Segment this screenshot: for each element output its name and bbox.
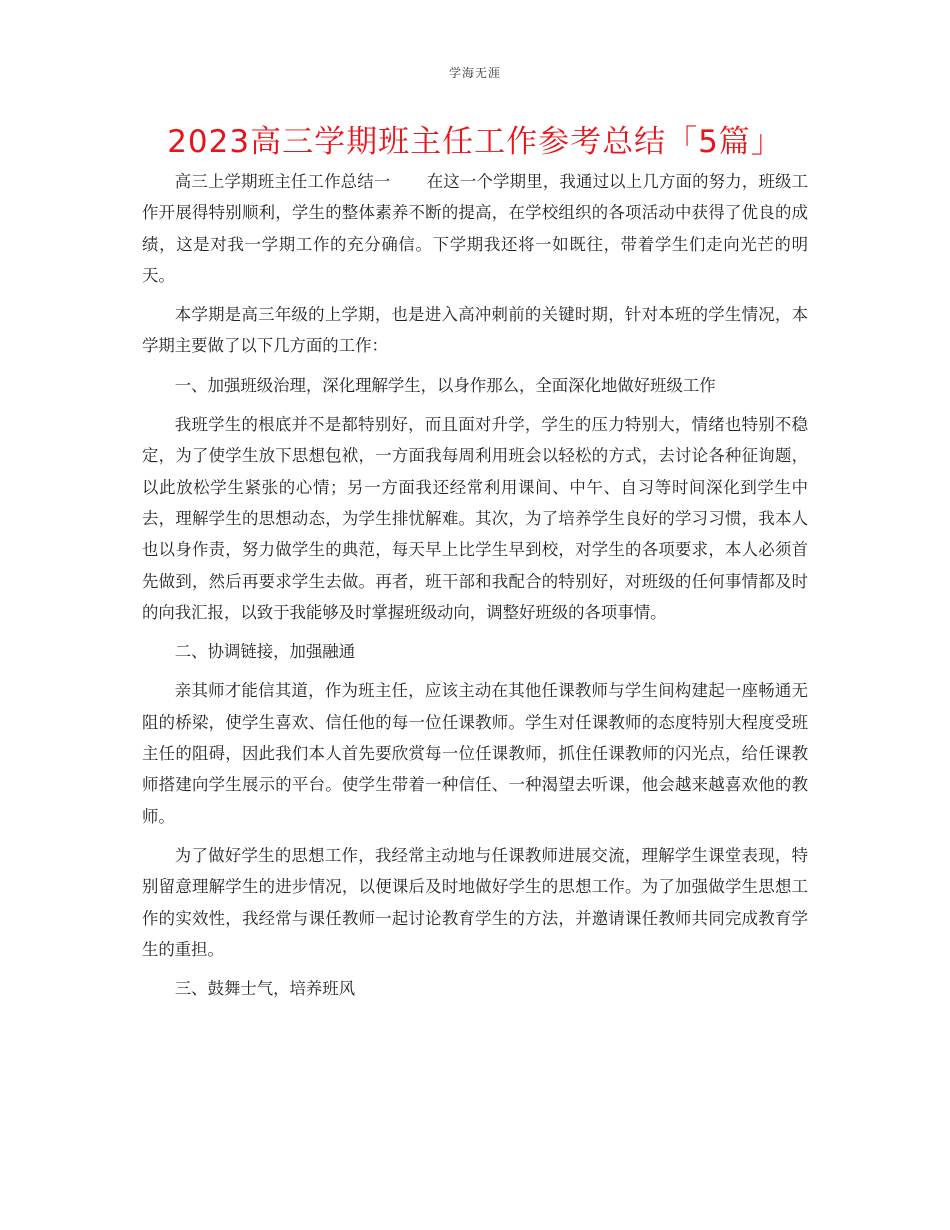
paragraph-text: 在这一个学期里，我通过以上几方面的努力，班级工作开展得特别顺利，学生的整体素养不断的提高，在学校组织的各项活动中获得了优良的成绩，这是对我一学期工作的充分确信。下学期我还将一如既往，带着学生们走向光芒的明天。: [142, 172, 809, 285]
section-heading-1: 一、加强班级治理，深化理解学生，以身作那么，全面深化地做好班级工作: [174, 375, 716, 395]
page-header: 学海无涯: [448, 66, 501, 80]
intro-label: 高三上学期班主任工作总结一: [174, 172, 391, 191]
paragraph: 亲其师才能信其道，作为班主任，应该主动在其他任课教师与学生间构建起一座畅通无阻的桥梁，使学生喜欢、信任他的每一位任课教师。学生对任课教师的态度特别大程度受班主任的阻碍，因此我们本人首先要欣赏每一位任课教师，抓住任课教师的闪光点，给任课教师搭建向学生展示的平台。使学生带着一种信任、一种渴望去听课，他会越来越喜欢他的教师。: [142, 681, 808, 826]
paragraph: 为了做好学生的思想工作，我经常主动地与任课教师进展交流，理解学生课堂表现，特别留意理解学生的进步情况，以便课后及时地做好学生的思想工作。为了加强做学生思想工作的实效性，我经常与课任教师一起讨论教育学生的方法，并邀请课任教师共同完成教育学生的重担。: [142, 845, 808, 959]
paragraph: 我班学生的根底并不是都特别好，而且面对升学，学生的压力特别大，情绪也特别不稳定，为了使学生放下思想包袱，一方面我每周利用班会以轻松的方式，去讨论各种征询题，以此放松学生紧张的心情；另一方面我还经常利用课间、中午、自习等时间深化到学生中去，理解学生的思想动态，为学生排忧解难。其次，为了培养学生良好的学习习惯，我本人也以身作责，努力做学生的典范，每天早上比学生早到校，对学生的各项要求，本人必须首先做到，然后再要求学生去做。再者，班干部和我配合的特别好，对班级的任何事情都及时的向我汇报，以致于我能够及时掌握班级动向，调整好班级的各项事情。: [142, 415, 808, 622]
paragraph: 本学期是高三年级的上学期，也是进入高冲刺前的关键时期，针对本班的学生情况，本学期主要做了以下几方面的工作：: [142, 305, 808, 356]
document-body: [142, 166, 808, 1012]
paragraph-intro: [142, 166, 808, 291]
section-heading-2: 二、协调链接，加强融通: [174, 642, 356, 662]
section-heading-3: 三、鼓舞士气，培养班风: [174, 979, 356, 999]
document-title: 2023高三学期班主任工作参考总结「5篇」: [167, 124, 783, 160]
